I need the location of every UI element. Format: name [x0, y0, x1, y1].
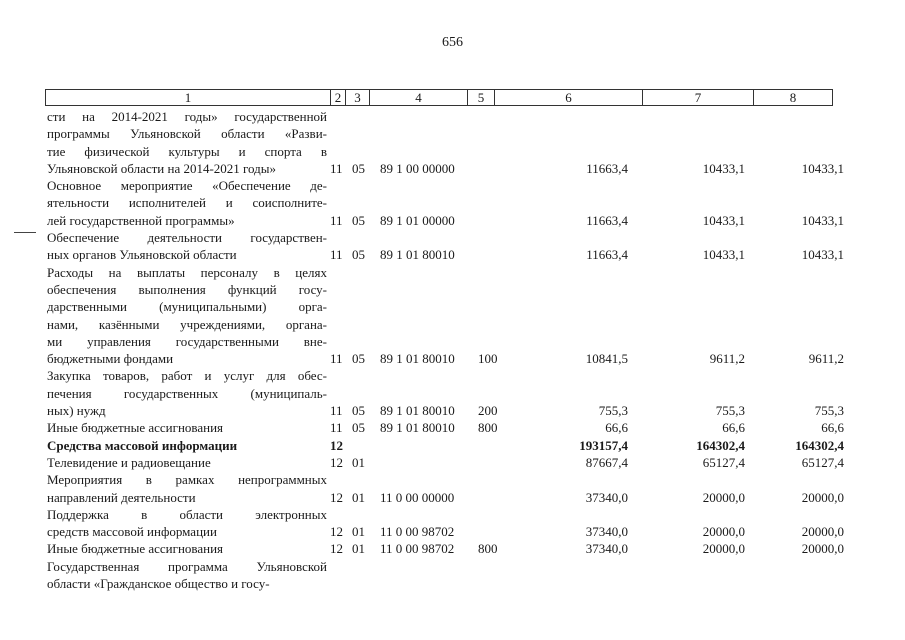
cell-amount-3: 65127,4 [801, 454, 844, 470]
cell-amount-1: 87667,4 [585, 454, 628, 470]
row-name [47, 367, 327, 419]
row-name [47, 419, 327, 436]
cell-target-article: 89 1 01 80010 [380, 403, 455, 419]
cell-amount-2: 20000,0 [702, 524, 745, 540]
cell-amount-1: 755,3 [598, 403, 628, 419]
row-name-line: Средства массовой информации [47, 437, 238, 453]
row-name [47, 540, 327, 557]
row-name-line: Иные бюджетные ассигнования [47, 541, 224, 557]
cell-amount-2: 10433,1 [702, 247, 745, 263]
row-name-line: Поддержка в области электронных [47, 506, 327, 522]
cell-expense-type [478, 523, 506, 540]
cell-amount-1: 11663,4 [586, 212, 628, 228]
cell-podrazdel: 05 [352, 212, 365, 228]
row-name [47, 558, 327, 593]
cell-amount-3: 66,6 [821, 420, 844, 436]
row-name-line: Государственная программа Ульяновской [47, 558, 327, 574]
row-name-line: Ульяновской области на 2014-2021 годы» [47, 160, 277, 176]
header-col-6: 6 [495, 90, 643, 105]
cell-amount-3: 164302,4 [795, 437, 844, 453]
cell-target-article: 89 1 01 80010 [380, 247, 455, 263]
cell-amount-1: 10841,5 [585, 351, 628, 367]
cell-amount-2: 10433,1 [702, 160, 745, 176]
cell-amount-3: 755,3 [814, 403, 844, 419]
table-row [0, 229, 905, 264]
cell-razdel: 11 [330, 160, 343, 176]
cell-amount-2: 20000,0 [702, 489, 745, 505]
cell-amount-2: 66,6 [722, 420, 745, 436]
header-col-4: 4 [370, 90, 468, 105]
cell-podrazdel: 05 [352, 160, 365, 176]
row-name-line: Телевидение и радиовещание [47, 454, 211, 470]
row-name-line: Закупка товаров, работ и услуг для обес- [47, 368, 327, 384]
header-col-2: 2 [331, 90, 346, 105]
table-row [0, 419, 905, 436]
row-name-line: Иные бюджетные ассигнования [47, 420, 224, 436]
row-name-line: ятельности исполнителей и соисполните- [47, 195, 327, 211]
row-name-line: Мероприятия в рамках непрограммных [47, 472, 327, 488]
table-row [0, 264, 905, 368]
cell-amount-3: 20000,0 [801, 489, 844, 505]
cell-amount-3: 9611,2 [808, 351, 844, 367]
cell-amount-3: 10433,1 [801, 247, 844, 263]
row-name-line: Основное мероприятие «Обеспечение де- [47, 178, 327, 194]
row-name-line: бюджетными фондами [47, 351, 174, 367]
cell-expense-type [478, 489, 506, 506]
row-name [47, 229, 327, 264]
row-name-line: направлений деятельности [47, 489, 196, 505]
cell-target-article: 89 1 01 80010 [380, 351, 455, 367]
cell-amount-2: 755,3 [715, 403, 745, 419]
header-col-5: 5 [468, 90, 495, 105]
cell-podrazdel: 05 [352, 403, 365, 419]
table-row [0, 177, 905, 229]
cell-expense-type: 800 [478, 541, 498, 557]
cell-amount-3: 20000,0 [801, 541, 844, 557]
table-body [0, 108, 905, 592]
row-name-line: ми управления государственными вне- [47, 333, 327, 349]
row-name-line: дарственными (муниципальными) орга- [47, 299, 327, 315]
cell-podrazdel: 05 [352, 247, 365, 263]
cell-amount-1: 37340,0 [585, 524, 628, 540]
row-name-line: ных) нужд [47, 403, 106, 419]
table-row [0, 108, 905, 177]
table-row [0, 540, 905, 557]
row-name-line: лей государственной программы» [47, 212, 235, 228]
row-name-line: нами, казёнными учреждениями, органа- [47, 316, 327, 332]
header-col-1: 1 [46, 90, 331, 105]
cell-expense-type [478, 160, 506, 177]
row-name [47, 177, 327, 229]
cell-target-article [374, 437, 478, 454]
cell-razdel: 12 [330, 454, 343, 470]
table-header [45, 89, 833, 106]
cell-amount-2: 20000,0 [702, 541, 745, 557]
cell-razdel: 11 [330, 403, 343, 419]
table-row [0, 471, 905, 506]
cell-amount-2: 9611,2 [709, 351, 745, 367]
cell-target-article: 11 0 00 98702 [380, 541, 455, 557]
cell-amount-1: 11663,4 [586, 160, 628, 176]
table-row [0, 454, 905, 471]
cell-target-article: 89 1 00 00000 [380, 160, 455, 176]
cell-target-article: 11 0 00 00000 [380, 489, 455, 505]
cell-amount-3: 20000,0 [801, 524, 844, 540]
cell-target-article: 11 0 00 98702 [380, 524, 455, 540]
cell-podrazdel: 01 [352, 541, 365, 557]
row-name [47, 264, 327, 368]
cell-expense-type [478, 246, 506, 263]
cell-razdel: 12 [330, 489, 343, 505]
header-col-8: 8 [789, 90, 797, 105]
header-col-7: 7 [643, 90, 754, 105]
cell-expense-type [478, 212, 506, 229]
cell-expense-type: 100 [478, 351, 498, 367]
cell-target-article: 89 1 01 00000 [380, 212, 455, 228]
cell-razdel: 11 [330, 351, 343, 367]
header-col-3: 3 [346, 90, 370, 105]
row-name-line: Обеспечение деятельности государствен- [47, 230, 327, 246]
cell-podrazdel: 01 [352, 489, 365, 505]
row-name-line: обеспечения выполнения функций госу- [47, 281, 327, 297]
cell-amount-1: 37340,0 [585, 489, 628, 505]
row-name-line: средств массовой информации [47, 524, 217, 540]
row-name-line: тие физической культуры и спорта в [47, 143, 327, 159]
cell-amount-1: 193157,4 [579, 437, 628, 453]
cell-razdel: 12 [330, 524, 343, 540]
row-name-line: области «Гражданское общество и госу- [47, 576, 270, 592]
table-row [0, 367, 905, 419]
cell-amount-3: 10433,1 [801, 160, 844, 176]
cell-razdel: 12 [330, 437, 343, 453]
row-name-line: сти на 2014-2021 годы» государственной [47, 109, 327, 124]
cell-podrazdel: 01 [352, 524, 365, 540]
cell-amount-3: 10433,1 [801, 212, 844, 228]
cell-amount-1: 11663,4 [586, 247, 628, 263]
row-name-line: ных органов Ульяновской области [47, 247, 237, 263]
cell-razdel: 11 [330, 420, 343, 436]
cell-target-article: 89 1 01 80010 [380, 420, 455, 436]
row-name [47, 506, 327, 541]
cell-razdel: 11 [330, 212, 343, 228]
cell-expense-type: 200 [478, 403, 498, 419]
cell-expense-type [478, 437, 506, 454]
cell-amount-1: 37340,0 [585, 541, 628, 557]
cell-razdel: 12 [330, 541, 343, 557]
cell-razdel: 11 [330, 247, 343, 263]
cell-amount-2: 65127,4 [702, 454, 745, 470]
table-row [0, 437, 905, 454]
cell-amount-1: 66,6 [605, 420, 628, 436]
row-name [47, 108, 327, 177]
row-name [47, 437, 327, 454]
cell-target-article [374, 454, 478, 471]
cell-podrazdel: 05 [352, 351, 365, 367]
cell-amount-2: 164302,4 [696, 437, 745, 453]
cell-podrazdel: 01 [352, 454, 365, 470]
row-name-line: печения государственных (муниципаль- [47, 385, 327, 401]
cell-podrazdel [352, 437, 374, 454]
page-number: 656 [442, 35, 463, 50]
table-row [0, 506, 905, 541]
row-name-line: программы Ульяновской области «Разви- [47, 126, 327, 142]
cell-expense-type: 800 [478, 420, 498, 436]
cell-amount-2: 10433,1 [702, 212, 745, 228]
cell-expense-type [478, 454, 506, 471]
table-row [0, 558, 905, 593]
row-name [47, 454, 327, 471]
cell-podrazdel: 05 [352, 420, 365, 436]
row-name-line: Расходы на выплаты персоналу в целях [47, 264, 327, 280]
row-name [47, 471, 327, 506]
